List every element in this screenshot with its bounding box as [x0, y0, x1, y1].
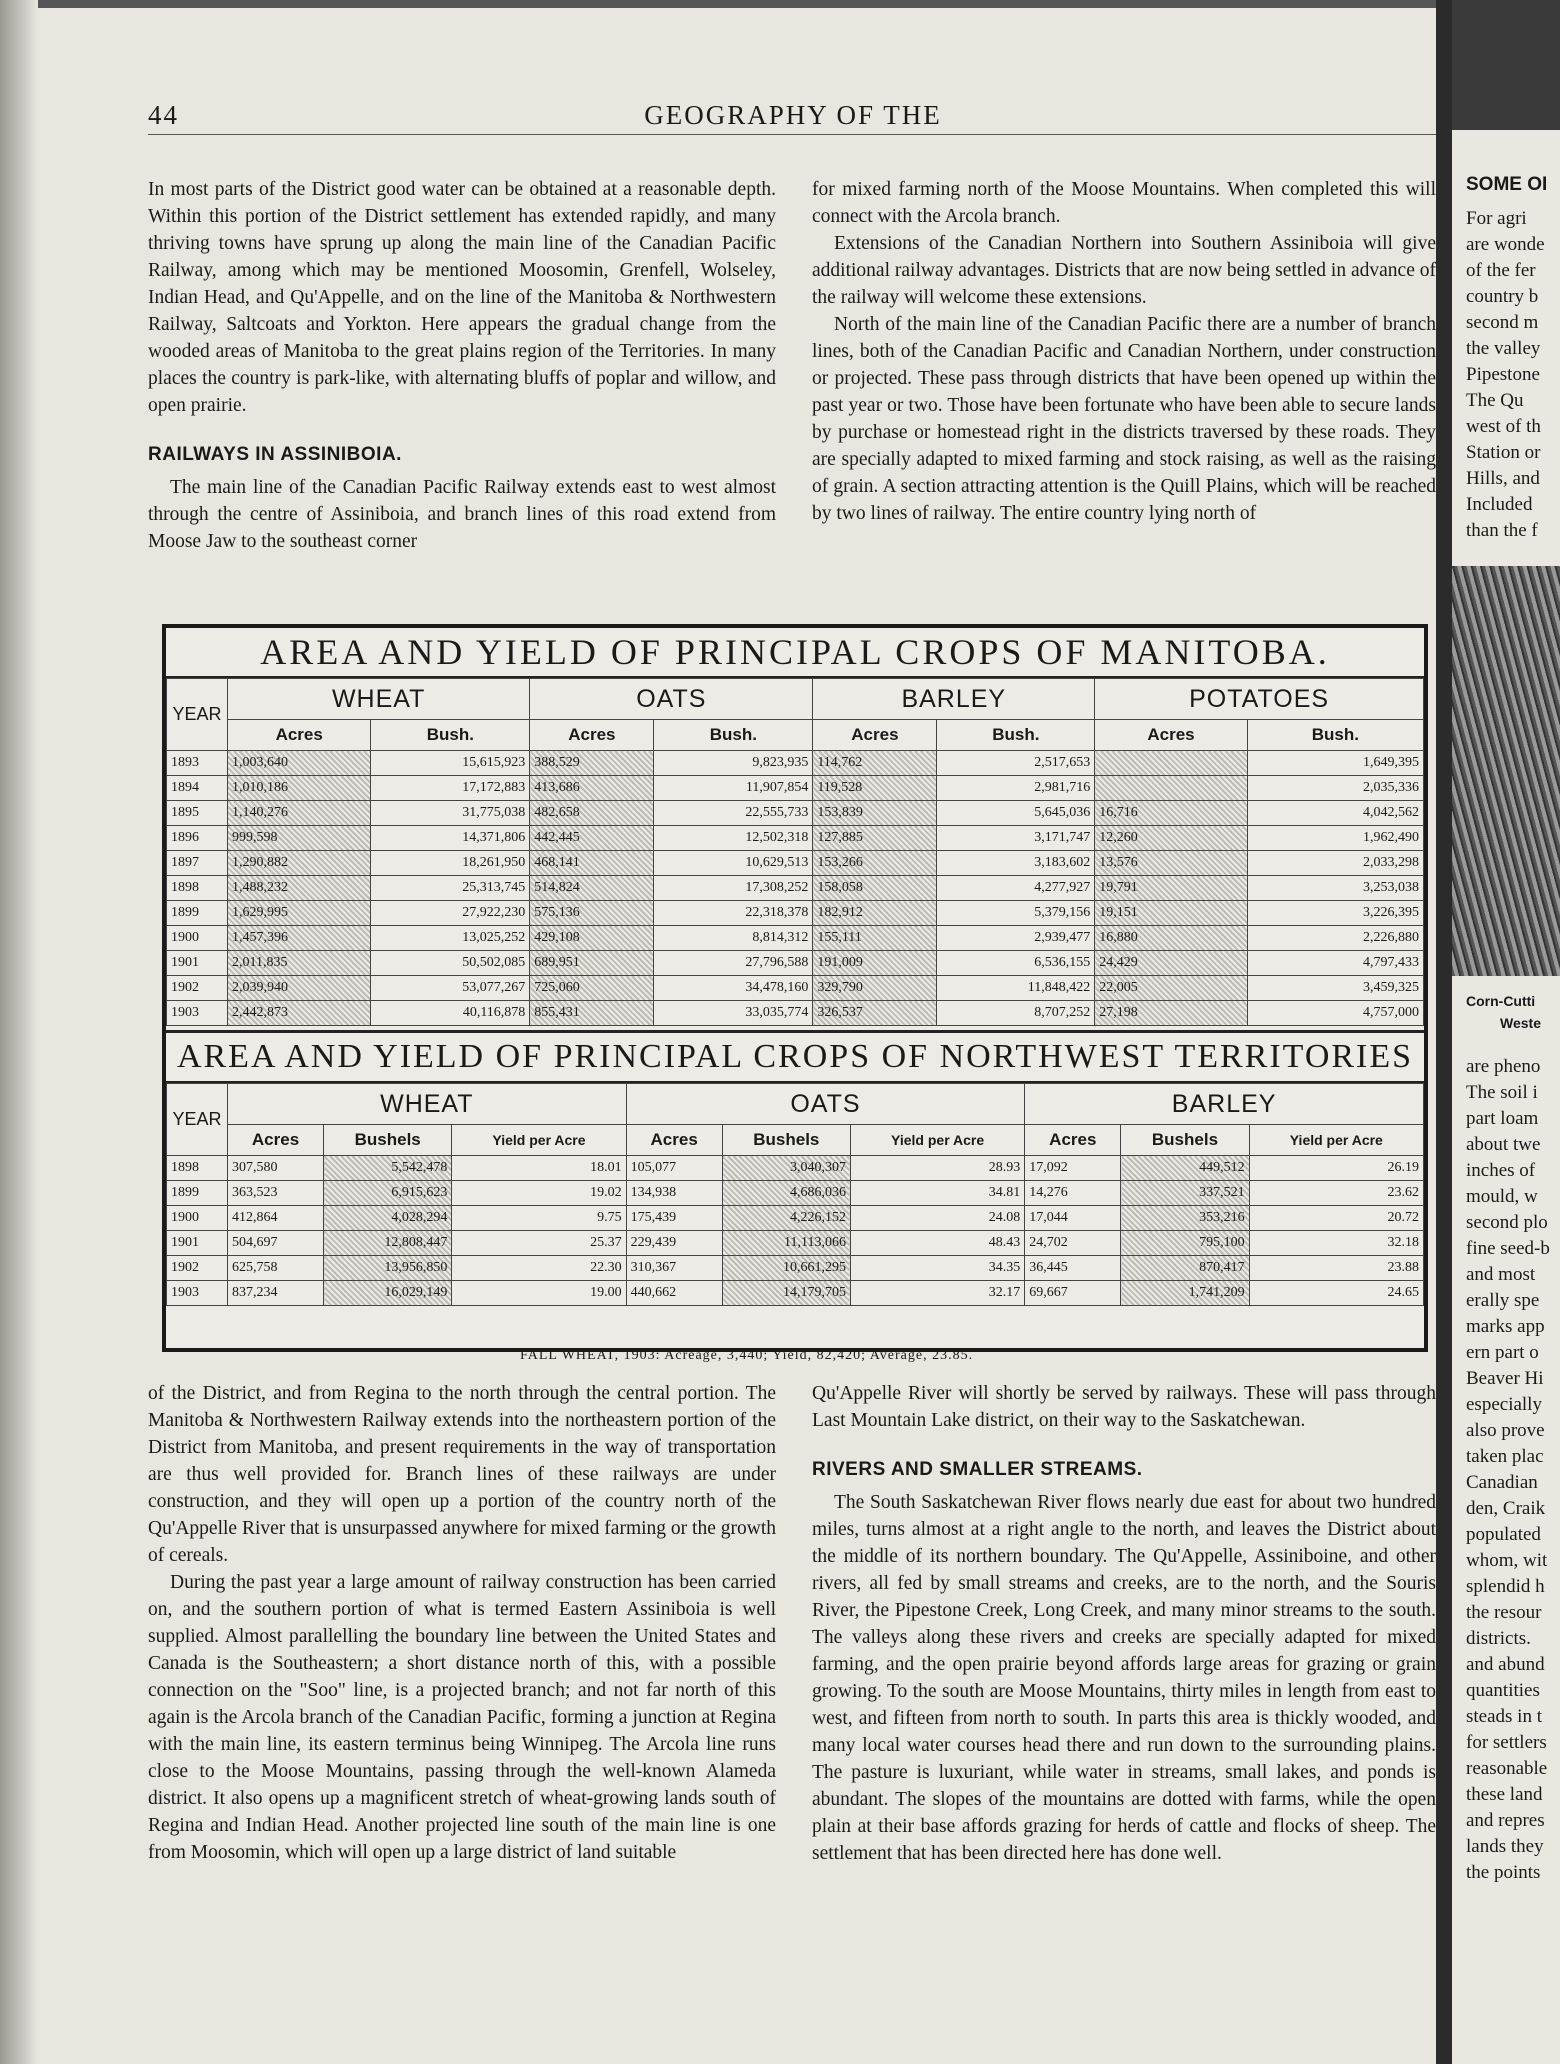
value-cell: 855,431	[530, 1001, 654, 1026]
value-cell: 34.81	[850, 1181, 1024, 1206]
value-cell: 13,956,850	[324, 1256, 452, 1281]
value-cell: 795,100	[1121, 1231, 1249, 1256]
value-cell: 329,790	[813, 976, 937, 1001]
table-row	[167, 751, 1424, 776]
potatoes-header: POTATOES	[1095, 679, 1424, 720]
table-row	[167, 1181, 1424, 1206]
facing-text-line: part loam	[1466, 1108, 1539, 1129]
value-cell: 36,445	[1025, 1256, 1121, 1281]
value-cell: 504,697	[228, 1231, 324, 1256]
value-cell: 307,580	[228, 1156, 324, 1181]
facing-text-line: splendid h	[1466, 1576, 1545, 1597]
value-cell: 155,111	[813, 926, 937, 951]
value-cell: 4,042,562	[1247, 801, 1423, 826]
value-cell: 32.18	[1249, 1231, 1423, 1256]
page-gutter	[1436, 0, 1452, 2064]
year-cell: 1896	[167, 826, 228, 851]
value-cell: 22.30	[452, 1256, 626, 1281]
facing-text-line: marks app	[1466, 1316, 1545, 1337]
value-cell: 17,092	[1025, 1156, 1121, 1181]
acres-header: Acres	[530, 720, 654, 751]
barley-header: BARLEY	[813, 679, 1095, 720]
facing-text-line: especially	[1466, 1394, 1542, 1415]
value-cell: 14,371,806	[371, 826, 530, 851]
photo-caption	[1452, 990, 1560, 1034]
facing-text-line: Included	[1466, 494, 1533, 515]
value-cell: 158,058	[813, 876, 937, 901]
value-cell: 3,253,038	[1247, 876, 1423, 901]
value-cell: 353,216	[1121, 1206, 1249, 1231]
value-cell: 5,379,156	[937, 901, 1095, 926]
value-cell: 53,077,267	[371, 976, 530, 1001]
value-cell: 27,922,230	[371, 901, 530, 926]
table-row	[167, 851, 1424, 876]
table-row	[167, 1156, 1424, 1181]
value-cell: 50,502,085	[371, 951, 530, 976]
value-cell: 27,796,588	[654, 951, 813, 976]
bushels-header: Bush.	[1247, 720, 1423, 751]
bushels-header: Bushels	[1121, 1125, 1249, 1156]
table-row	[167, 826, 1424, 851]
year-cell: 1893	[167, 751, 228, 776]
paragraph: The main line of the Canadian Pacific Railway extends east to west almost through the centre of Assiniboia, and branch lines of this road extend from Moose Jaw to the southeast corner	[148, 477, 776, 552]
facing-text-line: country b	[1466, 286, 1539, 307]
value-cell: 24.65	[1249, 1281, 1423, 1306]
yield-header: Yield per Acre	[452, 1125, 626, 1156]
value-cell: 14,276	[1025, 1181, 1121, 1206]
value-cell: 1,649,395	[1247, 751, 1423, 776]
value-cell: 48.43	[850, 1231, 1024, 1256]
facing-text-line: ern part o	[1466, 1342, 1539, 1363]
value-cell: 413,686	[530, 776, 654, 801]
facing-text-line: and abund	[1466, 1654, 1545, 1675]
bushels-header: Bushels	[324, 1125, 452, 1156]
facing-text-line: For agri	[1466, 208, 1527, 229]
facing-text-line: of the fer	[1466, 260, 1536, 281]
value-cell: 15,615,923	[371, 751, 530, 776]
value-cell: 1,290,882	[228, 851, 371, 876]
value-cell: 11,848,422	[937, 976, 1095, 1001]
value-cell: 2,035,336	[1247, 776, 1423, 801]
facing-text-line: populated	[1466, 1524, 1541, 1545]
year-cell: 1900	[167, 926, 228, 951]
manitoba-crop-table	[166, 678, 1424, 1026]
value-cell: 13,025,252	[371, 926, 530, 951]
oats-header: OATS	[530, 679, 813, 720]
value-cell: 12,808,447	[324, 1231, 452, 1256]
crop-tables	[162, 624, 1428, 1352]
value-cell	[1095, 776, 1248, 801]
value-cell: 105,077	[626, 1156, 722, 1181]
column-2-bottom	[812, 1380, 1436, 1867]
value-cell: 1,741,209	[1121, 1281, 1249, 1306]
value-cell: 24.08	[850, 1206, 1024, 1231]
caption-line: Corn-Cutti	[1466, 993, 1536, 1009]
table-row	[167, 901, 1424, 926]
facing-text-line: steads in t	[1466, 1706, 1542, 1727]
value-cell: 182,912	[813, 901, 937, 926]
facing-text-line: these land	[1466, 1784, 1543, 1805]
value-cell: 2,039,940	[228, 976, 371, 1001]
value-cell: 22,555,733	[654, 801, 813, 826]
year-cell: 1899	[167, 1181, 228, 1206]
value-cell: 3,183,602	[937, 851, 1095, 876]
value-cell: 326,537	[813, 1001, 937, 1026]
facing-text-line: Station or	[1466, 442, 1541, 463]
paragraph: In most parts of the District good water can be obtained at a reasonable depth. Within this portion of the District settlement has extended rapidly, and many thriving towns have sprung up along the main line of the Canadian Pacific Railway, among which may be mentioned Moosomin, Grenfell, Wolseley, Indian Head, and Qu'Appelle, and on the line of the Manitoba & Northwestern Railway, Saltcoats and Yorkton. Here appears the gradual change from the wooded areas of Manitoba to the great plains region of the Territories. In many places the country is park-like, with alternating bluffs of poplar and willow, and open prairie.	[148, 179, 776, 416]
value-cell: 22,318,378	[654, 901, 813, 926]
value-cell: 191,009	[813, 951, 937, 976]
facing-text-line: Canadian	[1466, 1472, 1538, 1493]
facing-text-line: and most	[1466, 1264, 1536, 1285]
value-cell: 412,864	[228, 1206, 324, 1231]
value-cell: 153,266	[813, 851, 937, 876]
value-cell: 4,797,433	[1247, 951, 1423, 976]
facing-text-line: reasonable	[1466, 1758, 1548, 1779]
value-cell: 19,151	[1095, 901, 1248, 926]
fall-wheat-note: FALL WHEAT, 1903: Acreage, 3,440; Yield, 82,420; Average, 23.85.	[520, 1348, 974, 1363]
facing-text-line: quantities	[1466, 1680, 1540, 1701]
acres-header: Acres	[813, 720, 937, 751]
value-cell: 442,445	[530, 826, 654, 851]
value-cell: 310,367	[626, 1256, 722, 1281]
table-row	[167, 951, 1424, 976]
value-cell: 13,576	[1095, 851, 1248, 876]
value-cell: 4,226,152	[722, 1206, 850, 1231]
value-cell: 12,260	[1095, 826, 1248, 851]
table-row	[167, 1256, 1424, 1281]
facing-text-line: are pheno	[1466, 1056, 1541, 1077]
paragraph: During the past year a large amount of railway construction has been carried on, and the southern portion of what is termed Eastern Assiniboia is well supplied. Almost parallelling the boundary line between the United States and Canada is the Southeastern; a short distance north of this, with a possible connection on the "Soo" line, is a projected branch; and not far north of this again is the Arcola branch of the Canadian Pacific, forming a junction at Regina with the main line, its eastern terminus being Winnipeg. The Arcola line runs close to the Moose Mountains, passing through the well-known Alameda district. It also opens up a magnificent stretch of wheat-growing lands south of Regina and Indian Head. Another projected line south of the main line is one from Moosomin, which will open up a large district of land suitable	[148, 1572, 776, 1863]
paragraph: North of the main line of the Canadian Pacific there are a number of branch lines, both of the Canadian Pacific and Canadian Northern, under construction or projected. These pass through districts that have been opened up within the past year or two. Those have been fortunate who have been able to secure lands by purchase or homestead right in the districts traversed by these roads. They are specially adapted to mixed farming and stock raising, as well as the raising of grain. A section attracting attention is the Quill Plains, which will be reached by two lines of railway. The entire country lying north of	[812, 314, 1436, 524]
value-cell: 127,885	[813, 826, 937, 851]
value-cell: 134,938	[626, 1181, 722, 1206]
value-cell: 16,716	[1095, 801, 1248, 826]
value-cell: 837,234	[228, 1281, 324, 1306]
nwt-table-title: AREA AND YIELD OF PRINCIPAL CROPS OF NORTHWEST TERRITORIES	[166, 1030, 1424, 1083]
value-cell: 11,113,066	[722, 1231, 850, 1256]
value-cell: 388,529	[530, 751, 654, 776]
value-cell: 8,707,252	[937, 1001, 1095, 1026]
value-cell: 23.88	[1249, 1256, 1423, 1281]
facing-text-line: mould, w	[1466, 1186, 1538, 1207]
value-cell: 27,198	[1095, 1001, 1248, 1026]
facing-page	[1452, 130, 1560, 2064]
value-cell: 3,040,307	[722, 1156, 850, 1181]
value-cell: 175,439	[626, 1206, 722, 1231]
value-cell: 22,005	[1095, 976, 1248, 1001]
caption-line: Weste	[1500, 1015, 1541, 1031]
year-cell: 1899	[167, 901, 228, 926]
value-cell: 33,035,774	[654, 1001, 813, 1026]
paragraph: Qu'Appelle River will shortly be served by railways. These will pass through Last Mountain Lake district, on their way to the Saskatchewan.	[812, 1383, 1436, 1431]
acres-header: Acres	[1095, 720, 1248, 751]
bushels-header: Bush.	[371, 720, 530, 751]
facing-heading: SOME OI	[1466, 174, 1548, 195]
column-1-bottom	[148, 1380, 776, 1866]
value-cell: 2,226,880	[1247, 926, 1423, 951]
value-cell: 11,907,854	[654, 776, 813, 801]
head-rule	[148, 134, 1438, 135]
value-cell: 1,140,276	[228, 801, 371, 826]
facing-text-line: The Qu	[1466, 390, 1524, 411]
value-cell: 3,459,325	[1247, 976, 1423, 1001]
table-row	[167, 1281, 1424, 1306]
value-cell: 23.62	[1249, 1181, 1423, 1206]
value-cell: 6,915,623	[324, 1181, 452, 1206]
section-heading-railways: RAILWAYS IN ASSINIBOIA.	[148, 444, 402, 465]
acres-header: Acres	[1025, 1125, 1121, 1156]
value-cell: 2,981,716	[937, 776, 1095, 801]
wheat-header: WHEAT	[228, 679, 530, 720]
value-cell: 3,226,395	[1247, 901, 1423, 926]
value-cell: 689,951	[530, 951, 654, 976]
acres-header: Acres	[626, 1125, 722, 1156]
facing-text-line: districts.	[1466, 1628, 1531, 1649]
value-cell: 2,517,653	[937, 751, 1095, 776]
oats-header: OATS	[626, 1084, 1025, 1125]
value-cell: 4,686,036	[722, 1181, 850, 1206]
facing-text-line: inches of	[1466, 1160, 1536, 1181]
facing-text-line: for settlers	[1466, 1732, 1547, 1753]
facing-text-line: than the f	[1466, 520, 1538, 541]
facing-text-line: fine seed-b	[1466, 1238, 1550, 1259]
table-row	[167, 1231, 1424, 1256]
facing-text-line: whom, wit	[1466, 1550, 1548, 1571]
value-cell: 6,536,155	[937, 951, 1095, 976]
year-cell: 1903	[167, 1281, 228, 1306]
table-row	[167, 876, 1424, 901]
value-cell: 1,962,490	[1247, 826, 1423, 851]
running-title: GEOGRAPHY OF THE	[644, 100, 942, 130]
value-cell: 870,417	[1121, 1256, 1249, 1281]
value-cell: 12,502,318	[654, 826, 813, 851]
value-cell: 32.17	[850, 1281, 1024, 1306]
value-cell: 9,823,935	[654, 751, 813, 776]
facing-text-line: Pipestone	[1466, 364, 1540, 385]
value-cell: 19.02	[452, 1181, 626, 1206]
table-row	[167, 801, 1424, 826]
acres-header: Acres	[228, 1125, 324, 1156]
value-cell: 1,010,186	[228, 776, 371, 801]
value-cell: 482,658	[530, 801, 654, 826]
facing-text-line: about twe	[1466, 1134, 1541, 1155]
value-cell: 8,814,312	[654, 926, 813, 951]
value-cell: 429,108	[530, 926, 654, 951]
facing-text-bottom	[1452, 1054, 1560, 1886]
column-1-top	[148, 176, 776, 555]
facing-text-line: taken plac	[1466, 1446, 1544, 1467]
value-cell: 1,629,995	[228, 901, 371, 926]
value-cell: 3,171,747	[937, 826, 1095, 851]
manitoba-table-title: AREA AND YIELD OF PRINCIPAL CROPS OF MANITOBA.	[166, 628, 1424, 678]
value-cell: 34,478,160	[654, 976, 813, 1001]
value-cell: 20.72	[1249, 1206, 1423, 1231]
value-cell: 2,011,835	[228, 951, 371, 976]
paragraph: The South Saskatchewan River flows nearly due east for about two hundred miles, turns almost at a right angle to the north, and leaves the District about the middle of its northern boundary. The Qu'Appelle, Assiniboine, and other rivers, all fed by small streams and creeks, are to the north, and the Souris River, the Pipestone Creek, Long Creek, and many minor streams to the south. The valleys along these rivers and creeks are specially adapted for mixed farming, and the open prairie beyond affords large areas for grazing or grain growing. To the south are Moose Mountains, thirty miles in length from east to west, and fifteen from north to south. In parts this area is thickly wooded, and many local water courses head there and run down to the surrounding plains. The pasture is luxuriant, while water in streams, small lakes, and ponds is abundant. The slopes of the mountains are dotted with farms, while the open plain at their base affords grazing for herds of cattle and flocks of sheep. The settlement that has been directed here has done well.	[812, 1492, 1436, 1864]
value-cell: 16,880	[1095, 926, 1248, 951]
table-row	[167, 1206, 1424, 1231]
value-cell: 69,667	[1025, 1281, 1121, 1306]
value-cell: 5,645,036	[937, 801, 1095, 826]
value-cell: 25.37	[452, 1231, 626, 1256]
year-cell: 1894	[167, 776, 228, 801]
facing-text-line: also prove	[1466, 1420, 1545, 1441]
value-cell	[1095, 751, 1248, 776]
value-cell: 999,598	[228, 826, 371, 851]
value-cell: 17,308,252	[654, 876, 813, 901]
year-cell: 1898	[167, 876, 228, 901]
facing-text-line: Beaver Hi	[1466, 1368, 1544, 1389]
value-cell: 363,523	[228, 1181, 324, 1206]
value-cell: 14,179,705	[722, 1281, 850, 1306]
facing-text-line: erally spe	[1466, 1290, 1540, 1311]
value-cell: 19,791	[1095, 876, 1248, 901]
value-cell: 229,439	[626, 1231, 722, 1256]
value-cell: 468,141	[530, 851, 654, 876]
value-cell: 575,136	[530, 901, 654, 926]
paragraph: of the District, and from Regina to the north through the central portion. The Manitoba & Northwestern Railway extends into the northeastern portion of the District from Manitoba, and present requirements in the way of transportation are thus well provided for. Branch lines of these railways are under construction, and they will open up a portion of the country north of the Qu'Appelle River that is unsurpassed anywhere for mixed farming or the growth of cereals.	[148, 1383, 776, 1566]
year-cell: 1900	[167, 1206, 228, 1231]
year-cell: 1897	[167, 851, 228, 876]
book-binding	[0, 0, 38, 2064]
value-cell: 725,060	[530, 976, 654, 1001]
facing-text-line: the resour	[1466, 1602, 1542, 1623]
yield-header: Yield per Acre	[850, 1125, 1024, 1156]
value-cell: 1,003,640	[228, 751, 371, 776]
facing-text-line: den, Craik	[1466, 1498, 1546, 1519]
facing-text-line: second m	[1466, 312, 1539, 333]
value-cell: 19.00	[452, 1281, 626, 1306]
page-number: 44	[148, 100, 179, 130]
year-cell: 1903	[167, 1001, 228, 1026]
value-cell: 17,172,883	[371, 776, 530, 801]
value-cell: 17,044	[1025, 1206, 1121, 1231]
facing-text-line: lands they	[1466, 1836, 1544, 1857]
value-cell: 153,839	[813, 801, 937, 826]
value-cell: 449,512	[1121, 1156, 1249, 1181]
table-row	[167, 1001, 1424, 1026]
value-cell: 4,277,927	[937, 876, 1095, 901]
value-cell: 24,702	[1025, 1231, 1121, 1256]
value-cell: 26.19	[1249, 1156, 1423, 1181]
section-heading-rivers: RIVERS AND SMALLER STREAMS.	[812, 1459, 1143, 1480]
value-cell: 2,442,873	[228, 1001, 371, 1026]
facing-text-line: the points	[1466, 1862, 1541, 1883]
table-row	[167, 976, 1424, 1001]
yield-header: Yield per Acre	[1249, 1125, 1423, 1156]
facing-text-top	[1452, 206, 1560, 544]
year-cell: 1898	[167, 1156, 228, 1181]
paragraph: Extensions of the Canadian Northern into Southern Assiniboia will give additional railway advantages. Districts that are now being settled in advance of the railway will welcome these extensions.	[812, 233, 1436, 308]
value-cell: 1,457,396	[228, 926, 371, 951]
value-cell: 28.93	[850, 1156, 1024, 1181]
value-cell: 4,028,294	[324, 1206, 452, 1231]
value-cell: 625,758	[228, 1256, 324, 1281]
bushels-header: Bush.	[654, 720, 813, 751]
value-cell: 114,762	[813, 751, 937, 776]
facing-text-line: west of th	[1466, 416, 1541, 437]
value-cell: 16,029,149	[324, 1281, 452, 1306]
value-cell: 31,775,038	[371, 801, 530, 826]
value-cell: 40,116,878	[371, 1001, 530, 1026]
value-cell: 5,542,478	[324, 1156, 452, 1181]
value-cell: 10,661,295	[722, 1256, 850, 1281]
facing-text-line: and repres	[1466, 1810, 1545, 1831]
table-row	[167, 926, 1424, 951]
value-cell: 1,488,232	[228, 876, 371, 901]
wheat-header: WHEAT	[228, 1084, 627, 1125]
value-cell: 337,521	[1121, 1181, 1249, 1206]
corn-cutting-photo	[1452, 566, 1560, 976]
barley-header: BARLEY	[1025, 1084, 1424, 1125]
top-edge	[0, 0, 1450, 8]
value-cell: 34.35	[850, 1256, 1024, 1281]
year-cell: 1895	[167, 801, 228, 826]
bushels-header: Bushels	[722, 1125, 850, 1156]
value-cell: 2,939,477	[937, 926, 1095, 951]
value-cell: 119,528	[813, 776, 937, 801]
value-cell: 514,824	[530, 876, 654, 901]
facing-text-line: The soil i	[1466, 1082, 1538, 1103]
year-header: YEAR	[167, 679, 228, 751]
value-cell: 440,662	[626, 1281, 722, 1306]
facing-text-line: Hills, and	[1466, 468, 1540, 489]
column-2-top	[812, 176, 1436, 527]
year-cell: 1901	[167, 951, 228, 976]
value-cell: 9.75	[452, 1206, 626, 1231]
facing-text-line: the valley	[1466, 338, 1541, 359]
value-cell: 18,261,950	[371, 851, 530, 876]
facing-text-line: second plo	[1466, 1212, 1548, 1233]
paragraph: for mixed farming north of the Moose Mountains. When completed this will connect with the Arcola branch.	[812, 179, 1436, 227]
value-cell: 24,429	[1095, 951, 1248, 976]
year-cell: 1902	[167, 976, 228, 1001]
value-cell: 2,033,298	[1247, 851, 1423, 876]
year-cell: 1901	[167, 1231, 228, 1256]
acres-header: Acres	[228, 720, 371, 751]
value-cell: 4,757,000	[1247, 1001, 1423, 1026]
running-head	[148, 100, 1438, 136]
year-cell: 1902	[167, 1256, 228, 1281]
value-cell: 25,313,745	[371, 876, 530, 901]
facing-text-line: are wonde	[1466, 234, 1545, 255]
table-row	[167, 776, 1424, 801]
bushels-header: Bush.	[937, 720, 1095, 751]
year-header: YEAR	[167, 1084, 228, 1156]
nwt-crop-table	[166, 1083, 1424, 1306]
value-cell: 10,629,513	[654, 851, 813, 876]
value-cell: 18.01	[452, 1156, 626, 1181]
